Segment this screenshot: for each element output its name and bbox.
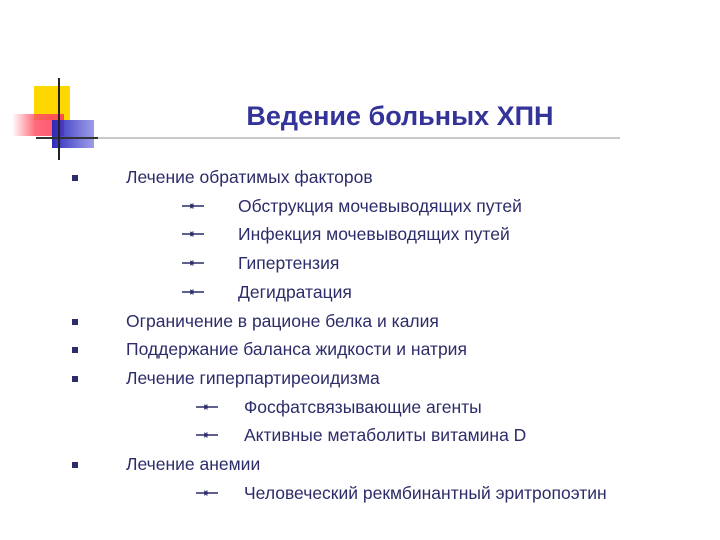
bullet-item: Лечение гиперпартиреоидизма [126, 367, 380, 388]
sub-bullet-item: Обструкция мочевыводящих путей [238, 195, 522, 216]
decorative-vertical-line [58, 78, 60, 160]
sub-bullet-item: Инфекция мочевыводящих путей [238, 224, 510, 245]
slide-title: Ведение больных ХПН [246, 101, 554, 131]
title-underline [36, 137, 620, 139]
title-underline-accent [36, 137, 98, 139]
sub-bullet-arrow-icon [182, 287, 204, 297]
sub-bullet-arrow-icon [182, 258, 204, 268]
sub-bullet-arrow-icon [182, 229, 204, 239]
square-bullet-icon [72, 376, 78, 382]
sub-bullet-arrow-icon [196, 488, 218, 498]
sub-bullet-item: Фосфатсвязывающие агенты [244, 396, 482, 417]
sub-bullet-arrow-icon [196, 402, 218, 412]
square-bullet-icon [72, 462, 78, 468]
bullet-item: Поддержание баланса жидкости и натрия [126, 339, 467, 360]
square-bullet-icon [72, 175, 78, 181]
bullet-item: Лечение обратимых факторов [126, 167, 373, 187]
sub-bullet-item: Гипертензия [238, 253, 340, 274]
bullet-item: Ограничение в рационе белка и калия [126, 310, 439, 331]
sub-bullet-arrow-icon [196, 430, 218, 440]
bullet-item: Лечение анемии [126, 454, 261, 474]
square-bullet-icon [72, 319, 78, 325]
sub-bullet-item: Человеческий рекмбинантный эритропоэтин [244, 482, 607, 503]
sub-bullet-item: Дегидратация [238, 281, 352, 302]
sub-bullet-arrow-icon [182, 201, 204, 211]
square-bullet-icon [72, 347, 78, 353]
sub-bullet-item: Активные метаболиты витамина D [244, 425, 527, 446]
